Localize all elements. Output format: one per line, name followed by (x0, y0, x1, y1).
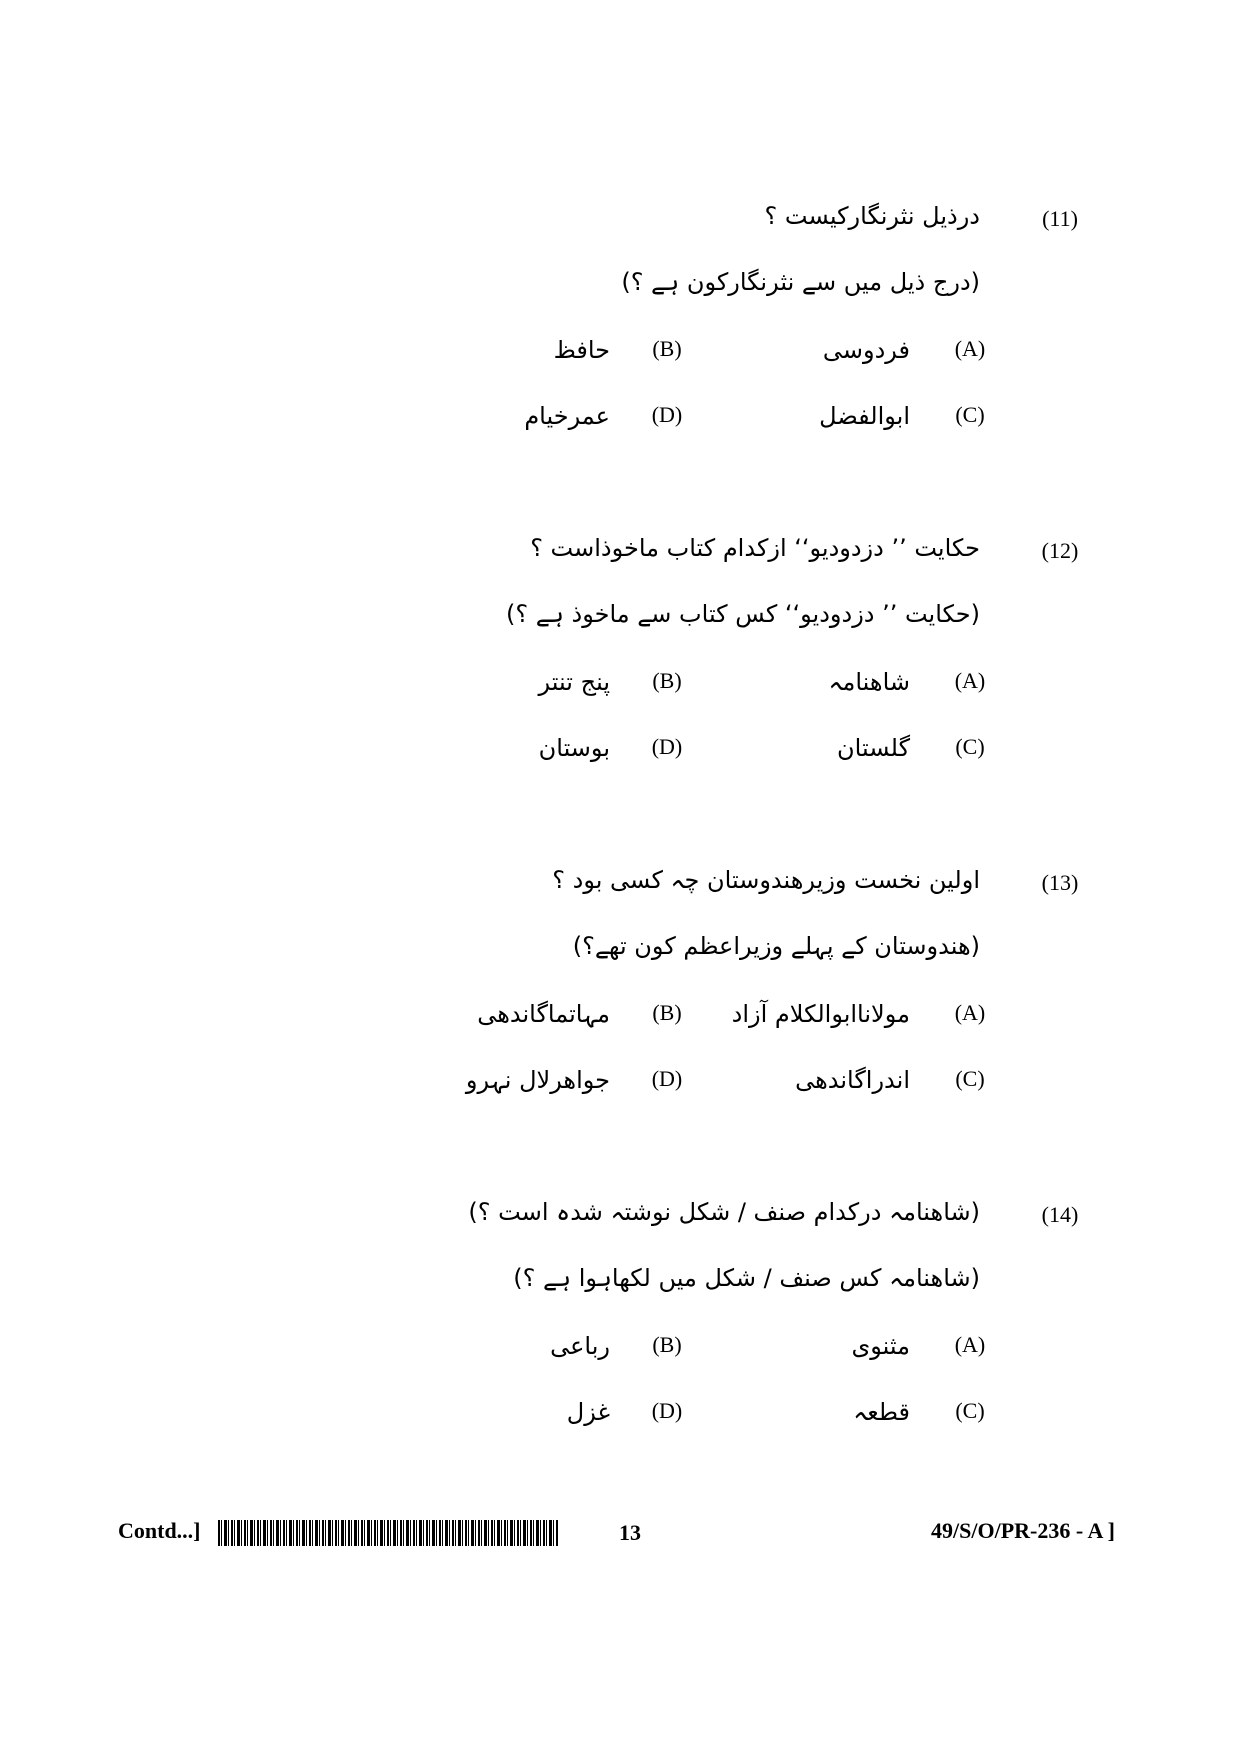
option-d-label: (D) (651, 734, 683, 759)
option-a-label: (A) (954, 336, 986, 361)
question-number: (13) (1041, 870, 1079, 895)
option-c-label: (C) (955, 1398, 985, 1423)
option-a-label: (A) (954, 1332, 986, 1357)
question-text-urdu: (حکایت ’’ دزدودیو‘‘ کس کتاب سے ماخوذ ہے ؟) (506, 600, 980, 628)
question-12 (0, 528, 1240, 788)
question-text-urdu: (شاھنامہ کس صنف / شکل میں لکھاہوا ہے ؟) (513, 1264, 980, 1292)
option-a-label: (A) (954, 1000, 986, 1025)
option-d-text: بوستان (538, 734, 610, 762)
option-c-label: (C) (955, 402, 985, 427)
option-d-text: غزل (566, 1398, 610, 1426)
question-number: (14) (1041, 1202, 1079, 1227)
option-c-label: (C) (955, 1066, 985, 1091)
option-d-text: جواھرلال نہرو (465, 1066, 610, 1094)
question-number: (11) (1042, 206, 1078, 231)
question-text-urdu: (درج ذیل میں سے نثرنگارکون ہے ؟) (621, 268, 980, 296)
option-b-label: (B) (652, 1000, 682, 1025)
option-b-text: حافظ (553, 336, 610, 364)
option-b-label: (B) (652, 668, 682, 693)
option-a-text: مثنوی (851, 1332, 910, 1360)
page-number: 13 (619, 1520, 641, 1545)
question-11 (0, 196, 1240, 456)
barcode-image (218, 1520, 558, 1546)
paper-code: 49/S/O/PR-236 - A ] (931, 1518, 1115, 1543)
question-text-persian: (شاھنامہ درکدام صنف / شکل نوشتہ شدہ است ؟) (468, 1198, 980, 1226)
question-text-persian: حکایت ’’ دزدودیو‘‘ ازکدام کتاب ماخوذاست ؟ (530, 534, 980, 562)
option-c-text: اندراگاندھی (795, 1066, 910, 1094)
option-d-text: عمرخیام (524, 402, 610, 430)
question-text-persian: درذیل نثرنگارکیست ؟ (764, 202, 980, 230)
option-a-label: (A) (954, 668, 986, 693)
option-c-text: گلستان (837, 734, 910, 762)
option-d-label: (D) (651, 402, 683, 427)
option-b-text: پنج تنتر (538, 668, 610, 696)
option-a-text: فردوسی (822, 336, 910, 364)
question-number: (12) (1041, 538, 1079, 563)
question-text-persian: اولین نخست وزیرھندوستان چہ کسی بود ؟ (552, 866, 980, 894)
option-b-text: رباعی (550, 1332, 610, 1360)
option-b-label: (B) (652, 1332, 682, 1357)
option-c-text: ابوالفضل (819, 402, 910, 430)
option-d-label: (D) (651, 1398, 683, 1423)
page-footer (0, 1518, 1240, 1558)
option-c-label: (C) (955, 734, 985, 759)
question-14 (0, 1192, 1240, 1452)
option-a-text: شاھنامہ (828, 668, 910, 696)
option-c-text: قطعہ (853, 1398, 910, 1426)
option-b-text: مہاتماگاندھی (477, 1000, 610, 1028)
question-text-urdu: (ھندوستان کے پہلے وزیراعظم کون تھے؟) (572, 932, 980, 960)
option-b-label: (B) (652, 336, 682, 361)
option-d-label: (D) (651, 1066, 683, 1091)
option-a-text: مولاناابوالکلام آزاد (731, 1000, 910, 1028)
contd-label: Contd...] (118, 1518, 201, 1543)
question-13 (0, 860, 1240, 1120)
